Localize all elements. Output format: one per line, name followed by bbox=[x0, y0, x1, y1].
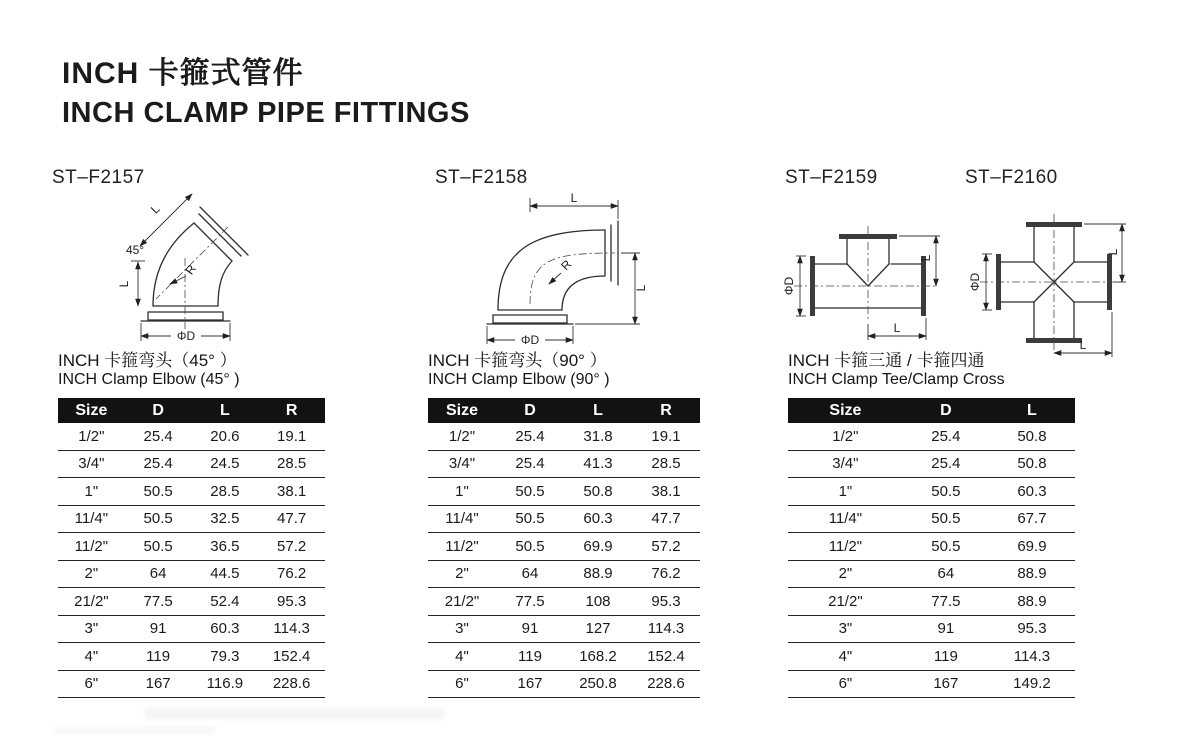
table-cell: 60.3 bbox=[564, 505, 632, 533]
table-row bbox=[788, 450, 1075, 478]
table-row bbox=[58, 505, 325, 533]
table-cell: 3" bbox=[788, 615, 903, 643]
table-row bbox=[58, 560, 325, 588]
dim-label-phid: ΦD bbox=[782, 276, 796, 296]
table-cell: 50.8 bbox=[564, 478, 632, 506]
page-title-en: INCH CLAMP PIPE FITTINGS bbox=[62, 97, 470, 129]
section-caption-elbow-45 bbox=[58, 351, 240, 389]
table-cell: 11/2" bbox=[788, 533, 903, 561]
table-cell: 3" bbox=[58, 615, 125, 643]
table-cell: 20.6 bbox=[192, 423, 259, 450]
table-row bbox=[58, 478, 325, 506]
table-row bbox=[788, 505, 1075, 533]
table-cell: 25.4 bbox=[903, 450, 989, 478]
column-header: L bbox=[564, 398, 632, 423]
caption-zh: INCH 卡箍三通 / 卡箍四通 bbox=[788, 351, 985, 370]
table-row bbox=[788, 615, 1075, 643]
table-cell: 1" bbox=[58, 478, 125, 506]
table-cell: 57.2 bbox=[258, 533, 325, 561]
table-row bbox=[788, 670, 1075, 698]
table-cell: 88.9 bbox=[989, 560, 1075, 588]
table-cell: 119 bbox=[496, 643, 564, 671]
table-cell: 36.5 bbox=[192, 533, 259, 561]
column-header: Size bbox=[58, 398, 125, 423]
table-cell: 119 bbox=[903, 643, 989, 671]
table-cell: 116.9 bbox=[192, 670, 259, 698]
table-cell: 19.1 bbox=[258, 423, 325, 450]
spec-table-elbow-45 bbox=[58, 398, 325, 698]
table-cell: 44.5 bbox=[192, 560, 259, 588]
table-cell: 21/2" bbox=[428, 588, 496, 616]
table-row bbox=[428, 423, 700, 450]
dim-label-l-top: L bbox=[570, 191, 578, 205]
section-caption-elbow-90 bbox=[428, 351, 610, 389]
table-cell: 50.8 bbox=[989, 450, 1075, 478]
table-cell: 28.5 bbox=[258, 450, 325, 478]
table-cell: 2" bbox=[58, 560, 125, 588]
caption-en: INCH Clamp Elbow (45° ) bbox=[58, 371, 240, 388]
table-cell: 1/2" bbox=[58, 423, 125, 450]
scan-artifact bbox=[145, 708, 445, 719]
column-header: R bbox=[632, 398, 700, 423]
table-cell: 21/2" bbox=[58, 588, 125, 616]
model-number-st-f2159: ST–F2159 bbox=[785, 167, 878, 188]
table-cell: 1" bbox=[788, 478, 903, 506]
table-cell: 50.5 bbox=[496, 478, 564, 506]
column-header: Size bbox=[428, 398, 496, 423]
table-cell: 25.4 bbox=[125, 450, 192, 478]
table-cell: 4" bbox=[58, 643, 125, 671]
dim-label-phid: ΦD bbox=[968, 272, 982, 292]
table-cell: 108 bbox=[564, 588, 632, 616]
scan-artifact bbox=[55, 726, 215, 734]
model-number-st-f2160: ST–F2160 bbox=[965, 167, 1058, 188]
table-row bbox=[428, 450, 700, 478]
table-cell: 25.4 bbox=[903, 423, 989, 450]
table-cell: 25.4 bbox=[496, 450, 564, 478]
table-cell: 11/2" bbox=[428, 533, 496, 561]
table-cell: 91 bbox=[125, 615, 192, 643]
drawing-clamp-tee bbox=[782, 224, 948, 349]
table-row bbox=[428, 643, 700, 671]
table-cell: 19.1 bbox=[632, 423, 700, 450]
table-cell: 95.3 bbox=[258, 588, 325, 616]
spec-table-elbow-90 bbox=[428, 398, 700, 698]
table-header-row bbox=[58, 398, 325, 423]
drawing-clamp-cross bbox=[968, 210, 1132, 360]
section-caption-tee-cross bbox=[788, 351, 1005, 389]
table-cell: 228.6 bbox=[258, 670, 325, 698]
table-cell: 60.3 bbox=[989, 478, 1075, 506]
table-cell: 28.5 bbox=[632, 450, 700, 478]
drawing-clamp-elbow-90 bbox=[455, 192, 675, 352]
table-cell: 2" bbox=[428, 560, 496, 588]
table-cell: 95.3 bbox=[632, 588, 700, 616]
dim-label-phid: ΦD bbox=[176, 329, 196, 343]
column-header: L bbox=[192, 398, 259, 423]
table-row bbox=[58, 670, 325, 698]
table-header-row bbox=[428, 398, 700, 423]
table-row bbox=[428, 670, 700, 698]
table-cell: 4" bbox=[428, 643, 496, 671]
table-row bbox=[428, 560, 700, 588]
column-header: L bbox=[989, 398, 1075, 423]
table-row bbox=[58, 588, 325, 616]
table-row bbox=[58, 533, 325, 561]
table-cell: 6" bbox=[428, 670, 496, 698]
table-cell: 3/4" bbox=[428, 450, 496, 478]
table-cell: 50.5 bbox=[125, 533, 192, 561]
table-cell: 76.2 bbox=[258, 560, 325, 588]
table-cell: 3/4" bbox=[788, 450, 903, 478]
table-cell: 3" bbox=[428, 615, 496, 643]
table-cell: 250.8 bbox=[564, 670, 632, 698]
model-number-st-f2158: ST–F2158 bbox=[435, 167, 528, 188]
table-cell: 28.5 bbox=[192, 478, 259, 506]
table-cell: 3/4" bbox=[58, 450, 125, 478]
table-cell: 64 bbox=[903, 560, 989, 588]
column-header: D bbox=[125, 398, 192, 423]
dim-label-r: R bbox=[558, 257, 575, 274]
table-cell: 1/2" bbox=[428, 423, 496, 450]
table-cell: 25.4 bbox=[125, 423, 192, 450]
table-cell: 77.5 bbox=[125, 588, 192, 616]
table-cell: 4" bbox=[788, 643, 903, 671]
table-cell: 50.5 bbox=[125, 505, 192, 533]
dim-label-r: R bbox=[182, 262, 199, 278]
table-cell: 88.9 bbox=[564, 560, 632, 588]
column-header: Size bbox=[788, 398, 903, 423]
table-cell: 127 bbox=[564, 615, 632, 643]
table-cell: 6" bbox=[788, 670, 903, 698]
table-row bbox=[428, 505, 700, 533]
table-cell: 47.7 bbox=[632, 505, 700, 533]
model-number-st-f2157: ST–F2157 bbox=[52, 167, 145, 188]
table-cell: 77.5 bbox=[496, 588, 564, 616]
table-row bbox=[788, 588, 1075, 616]
drawing-clamp-elbow-45 bbox=[70, 190, 300, 350]
dim-label-l-bottom: L bbox=[893, 321, 901, 335]
table-header-row bbox=[788, 398, 1075, 423]
table-cell: 88.9 bbox=[989, 588, 1075, 616]
column-header: D bbox=[496, 398, 564, 423]
table-cell: 50.5 bbox=[496, 533, 564, 561]
table-cell: 69.9 bbox=[564, 533, 632, 561]
table-cell: 1/2" bbox=[788, 423, 903, 450]
table-cell: 50.5 bbox=[903, 505, 989, 533]
table-row bbox=[428, 615, 700, 643]
table-cell: 95.3 bbox=[989, 615, 1075, 643]
table-cell: 228.6 bbox=[632, 670, 700, 698]
table-row bbox=[788, 478, 1075, 506]
table-cell: 25.4 bbox=[496, 423, 564, 450]
caption-zh: INCH 卡箍弯头（90° ） bbox=[428, 351, 607, 370]
table-cell: 167 bbox=[496, 670, 564, 698]
table-row bbox=[58, 423, 325, 450]
table-cell: 1" bbox=[428, 478, 496, 506]
table-cell: 67.7 bbox=[989, 505, 1075, 533]
column-header: D bbox=[903, 398, 989, 423]
table-row bbox=[58, 450, 325, 478]
dim-label-phid: ΦD bbox=[520, 333, 540, 347]
table-cell: 21/2" bbox=[788, 588, 903, 616]
table-cell: 91 bbox=[903, 615, 989, 643]
table-cell: 167 bbox=[903, 670, 989, 698]
table-cell: 32.5 bbox=[192, 505, 259, 533]
table-cell: 60.3 bbox=[192, 615, 259, 643]
table-cell: 77.5 bbox=[903, 588, 989, 616]
table-cell: 149.2 bbox=[989, 670, 1075, 698]
table-cell: 24.5 bbox=[192, 450, 259, 478]
table-cell: 152.4 bbox=[258, 643, 325, 671]
table-cell: 11/2" bbox=[58, 533, 125, 561]
table-cell: 57.2 bbox=[632, 533, 700, 561]
table-row bbox=[788, 643, 1075, 671]
table-cell: 168.2 bbox=[564, 643, 632, 671]
table-row bbox=[788, 560, 1075, 588]
table-cell: 41.3 bbox=[564, 450, 632, 478]
dim-label-l-right: L bbox=[634, 284, 648, 292]
table-cell: 11/4" bbox=[788, 505, 903, 533]
table-cell: 167 bbox=[125, 670, 192, 698]
dim-label-l-right: L bbox=[1106, 248, 1120, 256]
table-row bbox=[58, 615, 325, 643]
table-cell: 38.1 bbox=[258, 478, 325, 506]
table-cell: 50.5 bbox=[903, 478, 989, 506]
table-cell: 152.4 bbox=[632, 643, 700, 671]
table-cell: 11/4" bbox=[428, 505, 496, 533]
page-title-zh: INCH 卡箍式管件 bbox=[62, 57, 304, 90]
table-cell: 91 bbox=[496, 615, 564, 643]
table-row bbox=[788, 423, 1075, 450]
caption-en: INCH Clamp Elbow (90° ) bbox=[428, 371, 610, 388]
table-cell: 76.2 bbox=[632, 560, 700, 588]
spec-table-tee-cross bbox=[788, 398, 1075, 698]
table-cell: 6" bbox=[58, 670, 125, 698]
dim-label-45deg: 45° bbox=[126, 243, 145, 257]
dim-label-l-right: L bbox=[919, 254, 933, 262]
table-cell: 114.3 bbox=[258, 615, 325, 643]
caption-zh: INCH 卡箍弯头（45° ） bbox=[58, 351, 237, 370]
table-row bbox=[428, 533, 700, 561]
table-row bbox=[428, 588, 700, 616]
table-row bbox=[58, 643, 325, 671]
table-cell: 31.8 bbox=[564, 423, 632, 450]
table-cell: 50.5 bbox=[125, 478, 192, 506]
table-cell: 50.5 bbox=[903, 533, 989, 561]
table-cell: 50.8 bbox=[989, 423, 1075, 450]
table-cell: 11/4" bbox=[58, 505, 125, 533]
table-cell: 38.1 bbox=[632, 478, 700, 506]
table-cell: 119 bbox=[125, 643, 192, 671]
table-cell: 114.3 bbox=[632, 615, 700, 643]
dim-label-l-bottom: L bbox=[1079, 338, 1087, 352]
table-row bbox=[428, 478, 700, 506]
table-row bbox=[788, 533, 1075, 561]
table-cell: 79.3 bbox=[192, 643, 259, 671]
table-cell: 2" bbox=[788, 560, 903, 588]
table-cell: 114.3 bbox=[989, 643, 1075, 671]
table-cell: 64 bbox=[496, 560, 564, 588]
table-cell: 50.5 bbox=[496, 505, 564, 533]
dim-label-l-incline: L bbox=[147, 201, 163, 217]
table-cell: 52.4 bbox=[192, 588, 259, 616]
table-cell: 69.9 bbox=[989, 533, 1075, 561]
dim-label-l-vertical: L bbox=[117, 280, 131, 288]
table-cell: 47.7 bbox=[258, 505, 325, 533]
column-header: R bbox=[258, 398, 325, 423]
table-cell: 64 bbox=[125, 560, 192, 588]
caption-en: INCH Clamp Tee/Clamp Cross bbox=[788, 371, 1005, 388]
